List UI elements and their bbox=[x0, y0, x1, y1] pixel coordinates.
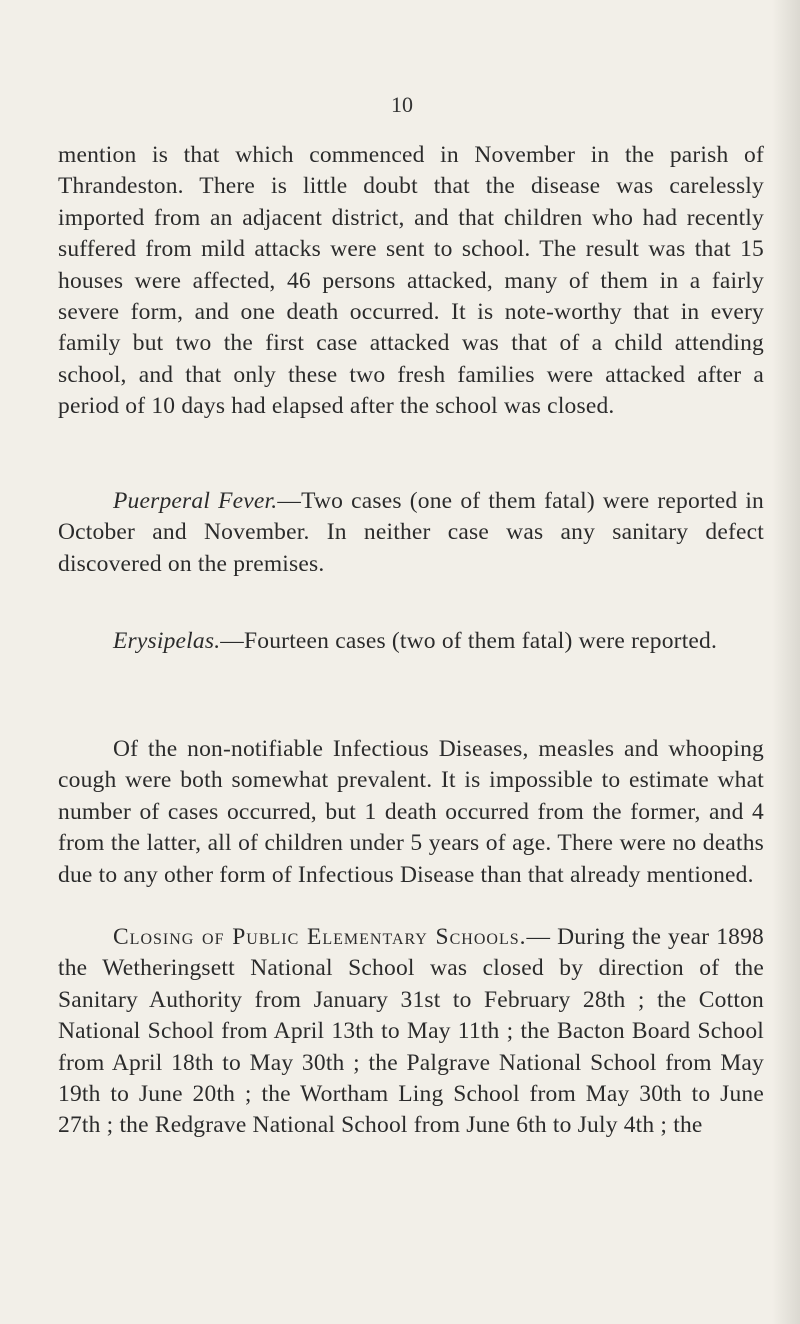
section-heading: Closing of Public Elementary Schools. bbox=[113, 924, 527, 950]
section-heading: Puerperal Fever. bbox=[113, 488, 278, 514]
paragraph-non-notifiable-diseases bbox=[58, 734, 764, 891]
paragraph-text: —Fourteen cases (two of them fatal) were reported. bbox=[220, 628, 718, 654]
paragraph-text: Of the non-notifiable Infectious Diseases, measles and whooping cough were both somewhat prevalent. It is impossible to estimate what number of cases occurred, but 1 death occurred from the former, and 4 from the latter, all of children under 5 years of age. There were no deaths due to any other form of Infectious Disease than that already mentioned. bbox=[58, 736, 764, 888]
paragraph-text: — During the year 1898 the Wetheringsett National School was closed by direction of the Sanitary Authority from January 31st to February 28th ; the Cotton National School from April 13th to May 11th ; the Bacton Board School from April 18th to May 30th ; the Palgrave National School from May 19th to June 20th ; the Wortham Ling School from May 30th to June 27th ; the Redgrave National School from June 6th to July 4th ; the bbox=[58, 924, 764, 1139]
paragraph-closing-schools bbox=[58, 922, 764, 1142]
paragraph-text: —Two cases (one of them fatal) were reported in October and November. In neither case was any sanitary defect discovered on the premises. bbox=[58, 488, 764, 577]
paragraph-text: mention is that which commenced in November in the parish of Thrandeston. There is little doubt that the disease was carelessly imported from an adjacent district, and that children who had recently suffered from mild attacks were sent to school. The result was that 15 houses were affected, 46 persons attacked, many of them in a fairly severe form, and one death occurred. It is note-worthy that in every family but two the first case attacked was that of a child attending school, and that only these two fresh families were attacked after a period of 10 days had elapsed after the school was closed. bbox=[58, 142, 764, 420]
paragraph-puerperal-fever bbox=[58, 486, 764, 580]
paragraph-measles-outbreak bbox=[58, 140, 764, 423]
page-number: 10 bbox=[391, 92, 413, 117]
section-heading: Erysipelas. bbox=[113, 628, 221, 654]
paragraph-erysipelas bbox=[58, 626, 764, 657]
